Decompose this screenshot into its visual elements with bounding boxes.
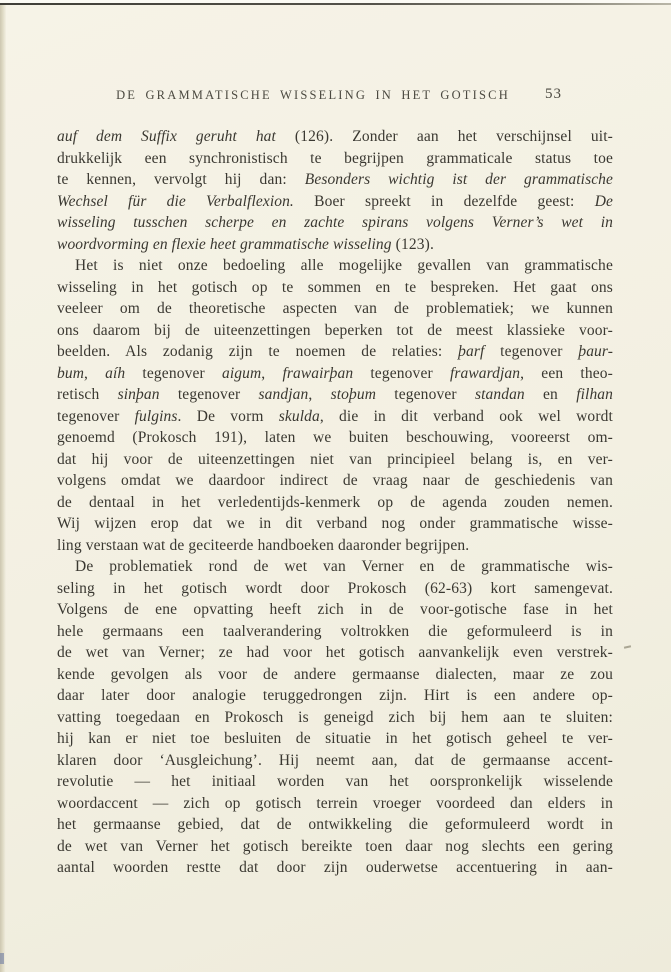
- text-line: [57, 427, 613, 449]
- text-segment: hele germaans een taalverandering voltrokken die geformuleerd is in: [57, 622, 613, 640]
- text-segment: Wij wijzen erop dat we in dit verband nog onder grammatische wisse-: [57, 515, 613, 532]
- paragraph: [57, 126, 613, 255]
- italic-segment: þarf: [458, 343, 485, 360]
- text-segment: ,: [308, 386, 331, 403]
- text-line: [57, 255, 613, 277]
- text-segment: Boer spreekt in dezelfde geest:: [293, 192, 595, 210]
- text-segment: wisseling in het gotisch op te sommen en te bespreken. Het gaat ons: [57, 278, 613, 296]
- italic-segment: bum: [57, 364, 84, 382]
- text-segment: te kennen, vervolgt hij dan:: [57, 171, 305, 188]
- text-segment: en: [524, 386, 577, 403]
- italic-segment: Wechsel für die Verbalflexion.: [57, 192, 294, 210]
- text-line: [57, 277, 613, 299]
- text-line: [57, 470, 613, 492]
- italic-segment: woordvorming en flexie heet grammatische wisseling: [57, 235, 392, 253]
- italic-segment: De: [594, 192, 613, 210]
- page-number: 53: [545, 86, 562, 102]
- text-line: [57, 857, 613, 879]
- text-segment: ,: [84, 364, 106, 382]
- text-segment: volgens omdat we daardoor indirect de vraag naar de geschiedenis van: [57, 472, 613, 489]
- text-segment: kende gevolgen als voor de andere germaanse dialecten, maar ze zou: [57, 665, 613, 683]
- text-line: [57, 492, 613, 514]
- text-segment: dat hij voor de uiteenzettingen niet van principieel belang is, en ver-: [57, 450, 613, 468]
- italic-segment: Besonders wichtig ist der grammatische: [304, 171, 614, 188]
- text-segment: drukkelijk een synchronistisch te begrijpen grammaticale status toe: [57, 149, 613, 167]
- italic-segment: aíh: [105, 364, 126, 382]
- text-segment: ling verstaan wat de geciteerde handboeken daaronder begrijpen.: [57, 536, 470, 554]
- text-segment: klaren door ‘Ausgleichung’. Hij neemt aan, dat de germaanse accent-: [57, 751, 613, 769]
- text-line: [57, 578, 613, 600]
- text-block: [57, 126, 613, 879]
- text-segment: revolutie — het initiaal worden van het oorspronkelijk wisselende: [57, 773, 613, 790]
- text-line: [57, 169, 613, 191]
- text-segment: genoemd (Prokosch 191), laten we buiten beschouwing, vooreerst om-: [57, 429, 613, 446]
- text-line: [57, 449, 613, 471]
- text-line: [57, 191, 613, 213]
- paragraph: [57, 255, 613, 556]
- italic-segment: standan: [474, 386, 525, 403]
- text-line: [57, 320, 613, 342]
- text-line: [57, 535, 613, 557]
- running-header-title: DE GRAMMATISCHE WISSELING IN HET GOTISCH: [116, 88, 510, 102]
- italic-segment: sinþan: [117, 386, 160, 403]
- text-segment: (123).: [391, 235, 434, 253]
- text-segment: aantal woorden restte dat door zijn ouderwetse accentuering in aan-: [57, 859, 613, 876]
- italic-segment: frawardjan: [449, 364, 521, 382]
- text-line: [57, 664, 613, 686]
- text-segment: retisch: [57, 386, 118, 403]
- text-segment: (126). Zonder aan het verschijnsel uit-: [275, 128, 613, 145]
- text-segment: vatting toegedaan en Prokosch is geneigd zich bij hem aan te sluiten:: [57, 708, 613, 726]
- text-segment: beelden. Als zodanig zijn te noemen de relaties:: [57, 343, 459, 360]
- italic-segment: skulda: [278, 407, 320, 425]
- text-line: [57, 750, 613, 772]
- text-line: [57, 513, 613, 535]
- italic-segment: fulgins: [134, 407, 178, 425]
- scan-left-edge: [0, 5, 6, 972]
- text-segment: Het is niet onze bedoeling alle mogelijke gevallen van grammatische: [75, 257, 613, 274]
- text-line: [57, 793, 613, 815]
- text-line: [57, 556, 613, 578]
- text-line: [57, 707, 613, 729]
- scan-speck: [624, 645, 631, 648]
- italic-segment: wisseling tusschen scherpe en zachte spirans volgens Verner’s wet in: [57, 214, 613, 231]
- paragraph: [57, 556, 613, 879]
- text-segment: Volgens de ene opvatting heeft zich in de voor-gotische fase in het: [57, 601, 613, 618]
- text-line: [57, 341, 613, 363]
- text-segment: seling in het gotisch wordt door Prokosch (62-63) kort samengevat.: [57, 579, 613, 597]
- italic-segment: frawairþan: [282, 364, 354, 382]
- running-header: [57, 88, 613, 104]
- text-segment: de wet van Verner; ze had voor het gotisch aanvankelijk even verstrek-: [57, 644, 613, 661]
- text-segment: tegenover: [57, 407, 135, 425]
- italic-segment: auf dem Suffix geruht hat: [57, 128, 276, 145]
- text-line: [57, 363, 613, 385]
- text-line: [57, 126, 613, 148]
- text-line: [57, 728, 613, 750]
- text-segment: ons daarom bij de uiteenzettingen beperken tot de meest klassieke voor-: [57, 321, 613, 339]
- text-line: [57, 384, 613, 406]
- text-segment: de dentaal in het verledentijds-kenmerk op de agenda zouden nemen.: [57, 493, 613, 511]
- text-line: [57, 836, 613, 858]
- text-line: [57, 771, 613, 793]
- text-line: [57, 406, 613, 428]
- text-segment: veeleer om de theoretische aspecten van de problematiek; we kunnen: [57, 300, 613, 317]
- text-line: [57, 212, 613, 234]
- text-segment: tegenover: [125, 364, 223, 382]
- text-segment: daar later door analogie teruggedrongen zijn. Hirt is een andere op-: [57, 687, 613, 704]
- text-line: [57, 814, 613, 836]
- text-segment: , een theo-: [520, 364, 613, 382]
- text-segment: tegenover: [159, 386, 259, 403]
- text-line: [57, 642, 613, 664]
- text-line: [57, 685, 613, 707]
- text-line: [57, 621, 613, 643]
- text-segment: het germaanse gebied, dat de ontwikkeling die geformuleerd wordt in: [57, 816, 613, 833]
- text-line: [57, 148, 613, 170]
- italic-segment: aigum: [222, 364, 262, 382]
- text-segment: ,: [261, 364, 283, 382]
- text-line: [57, 234, 613, 256]
- italic-segment: stoþum: [330, 386, 377, 403]
- italic-segment: sandjan: [258, 386, 309, 403]
- text-segment: de wet van Verner het gotisch bereikte toen daar nog slechts een gering: [57, 837, 613, 855]
- text-segment: tegenover: [484, 343, 579, 360]
- scan-left-edge-mark: [0, 953, 4, 964]
- scan-top-line: [0, 3, 671, 5]
- text-line: [57, 599, 613, 621]
- italic-segment: filhan: [576, 386, 613, 403]
- text-segment: tegenover: [376, 386, 475, 403]
- text-segment: . De vorm: [177, 407, 279, 425]
- text-segment: De problematiek rond de wet van Verner en de grammatische wis-: [75, 558, 613, 575]
- text-segment: hij kan er niet toe besluiten de situatie in het gotisch geheel te ver-: [57, 730, 613, 747]
- text-line: [57, 298, 613, 320]
- text-segment: , die in dit verband ook wel wordt: [319, 407, 613, 425]
- text-segment: woordaccent — zich op gotisch terrein vroeger voordeed dan elders in: [57, 794, 613, 812]
- italic-segment: þaur-: [578, 343, 613, 360]
- text-segment: tegenover: [353, 364, 450, 382]
